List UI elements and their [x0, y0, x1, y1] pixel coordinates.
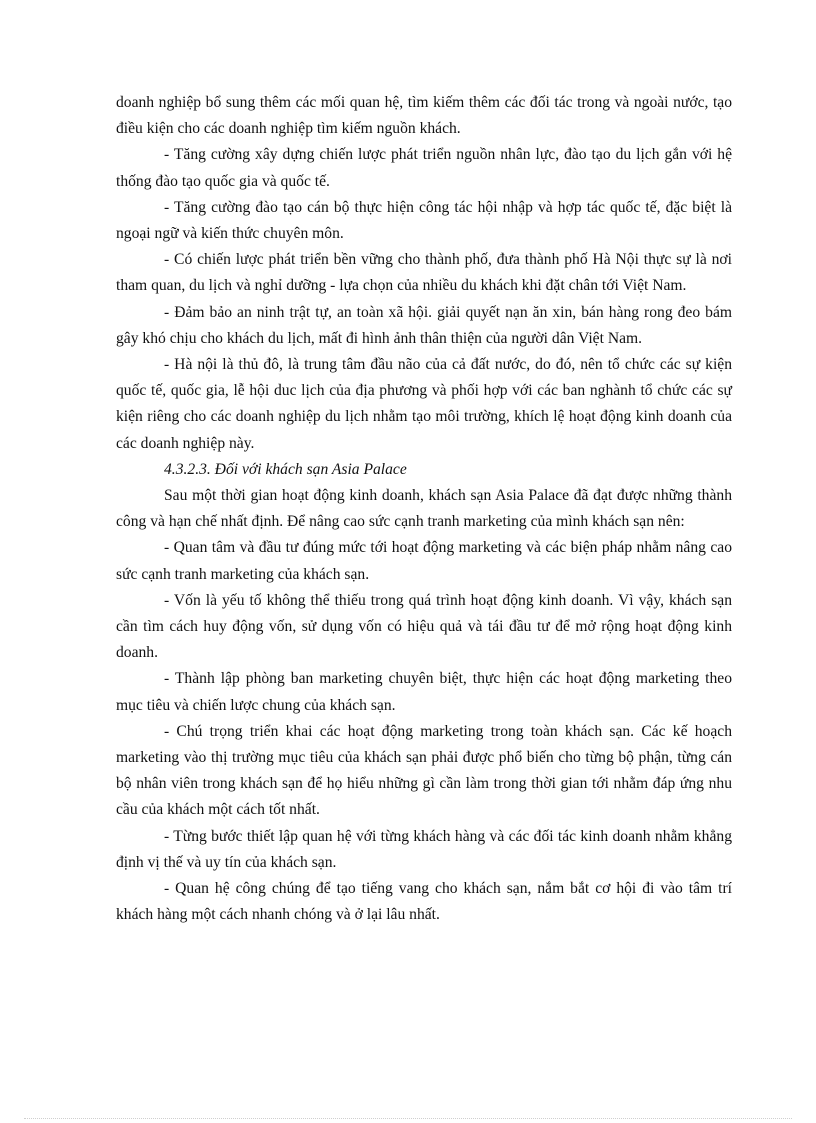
bullet-paragraph: - Thành lập phòng ban marketing chuyên biệt, thực hiện các hoạt động marketing theo mục tiêu và chiến lược chung của khách sạn.: [116, 670, 732, 714]
body-paragraph: Sau một thời gian hoạt động kinh doanh, khách sạn Asia Palace đã đạt được những thành công và hạn chế nhất định. Để nâng cao sức cạnh tranh marketing của mình khách sạn nên:: [116, 487, 732, 531]
bullet-paragraph: - Vốn là yếu tố không thể thiếu trong quá trình hoạt động kinh doanh. Vì vậy, khách sạn cần tìm cách huy động vốn, sử dụng vốn có hiệu quả và tái đầu tư để mở rộng hoạt động kinh doanh.: [116, 591, 732, 662]
bullet-paragraph: - Quan tâm và đầu tư đúng mức tới hoạt động marketing và các biện pháp nhằm nâng cao sức cạnh tranh marketing của khách sạn.: [116, 539, 732, 583]
page-bottom-divider: [24, 1118, 792, 1119]
bullet-paragraph: - Tăng cường đào tạo cán bộ thực hiện công tác hội nhập và hợp tác quốc tế, đặc biệt là ngoại ngữ và kiến thức chuyên môn.: [116, 198, 732, 243]
section-heading: 4.3.2.3. Đối với khách sạn Asia Palace: [164, 460, 407, 478]
bullet-paragraph: - Từng bước thiết lập quan hệ với từng khách hàng và các đối tác kinh doanh nhằm khẳng định vị thế và uy tín của khách sạn.: [116, 827, 732, 871]
body-paragraph: doanh nghiệp bổ sung thêm các mối quan hệ, tìm kiếm thêm các đối tác trong và ngoài nước, tạo điều kiện cho các doanh nghiệp tìm kiếm nguồn khách.: [116, 94, 732, 138]
bullet-paragraph: - Chú trọng triển khai các hoạt động marketing trong toàn khách sạn. Các kế hoạch marketing vào thị trường mục tiêu của khách sạn phải được phổ biến cho từng bộ phận, từng cán bộ nhân viên trong khách sạn để họ hiểu những gì cần làm trong thời gian tới nhằm đáp ứng nhu cầu của khách một cách tốt nhất.: [116, 722, 732, 819]
bullet-paragraph: - Có chiến lược phát triển bền vững cho thành phố, đưa thành phố Hà Nội thực sự là nơi tham quan, du lịch và nghỉ dưỡng - lựa chọn của nhiều du khách khi đặt chân tới Việt Nam.: [116, 251, 732, 295]
page-body: [116, 90, 732, 929]
bullet-paragraph: - Tăng cường xây dựng chiến lược phát triển nguồn nhân lực, đào tạo du lịch gắn với hệ thống đào tạo quốc gia và quốc tế.: [116, 146, 732, 190]
bullet-paragraph: - Đảm bảo an ninh trật tự, an toàn xã hội. giải quyết nạn ăn xin, bán hàng rong đeo bám gây khó chịu cho khách du lịch, mất đi hình ảnh thân thiện của người dân Việt Nam.: [116, 303, 732, 347]
bullet-paragraph: - Quan hệ công chúng để tạo tiếng vang cho khách sạn, nắm bắt cơ hội đi vào tâm trí khách hàng một cách nhanh chóng và ở lại lâu nhất.: [116, 880, 732, 924]
bullet-paragraph: - Hà nội là thủ đô, là trung tâm đầu não của cả đất nước, do đó, nên tổ chức các sự kiện quốc tế, quốc gia, lễ hội duc lịch của địa phương và phối hợp với các ban nghành tổ chức các sự kiện riêng cho các doanh nghiệp du lịch nhằm tạo môi trường, khích lệ hoạt động kinh doanh của các doanh nghiệp này.: [116, 356, 732, 452]
